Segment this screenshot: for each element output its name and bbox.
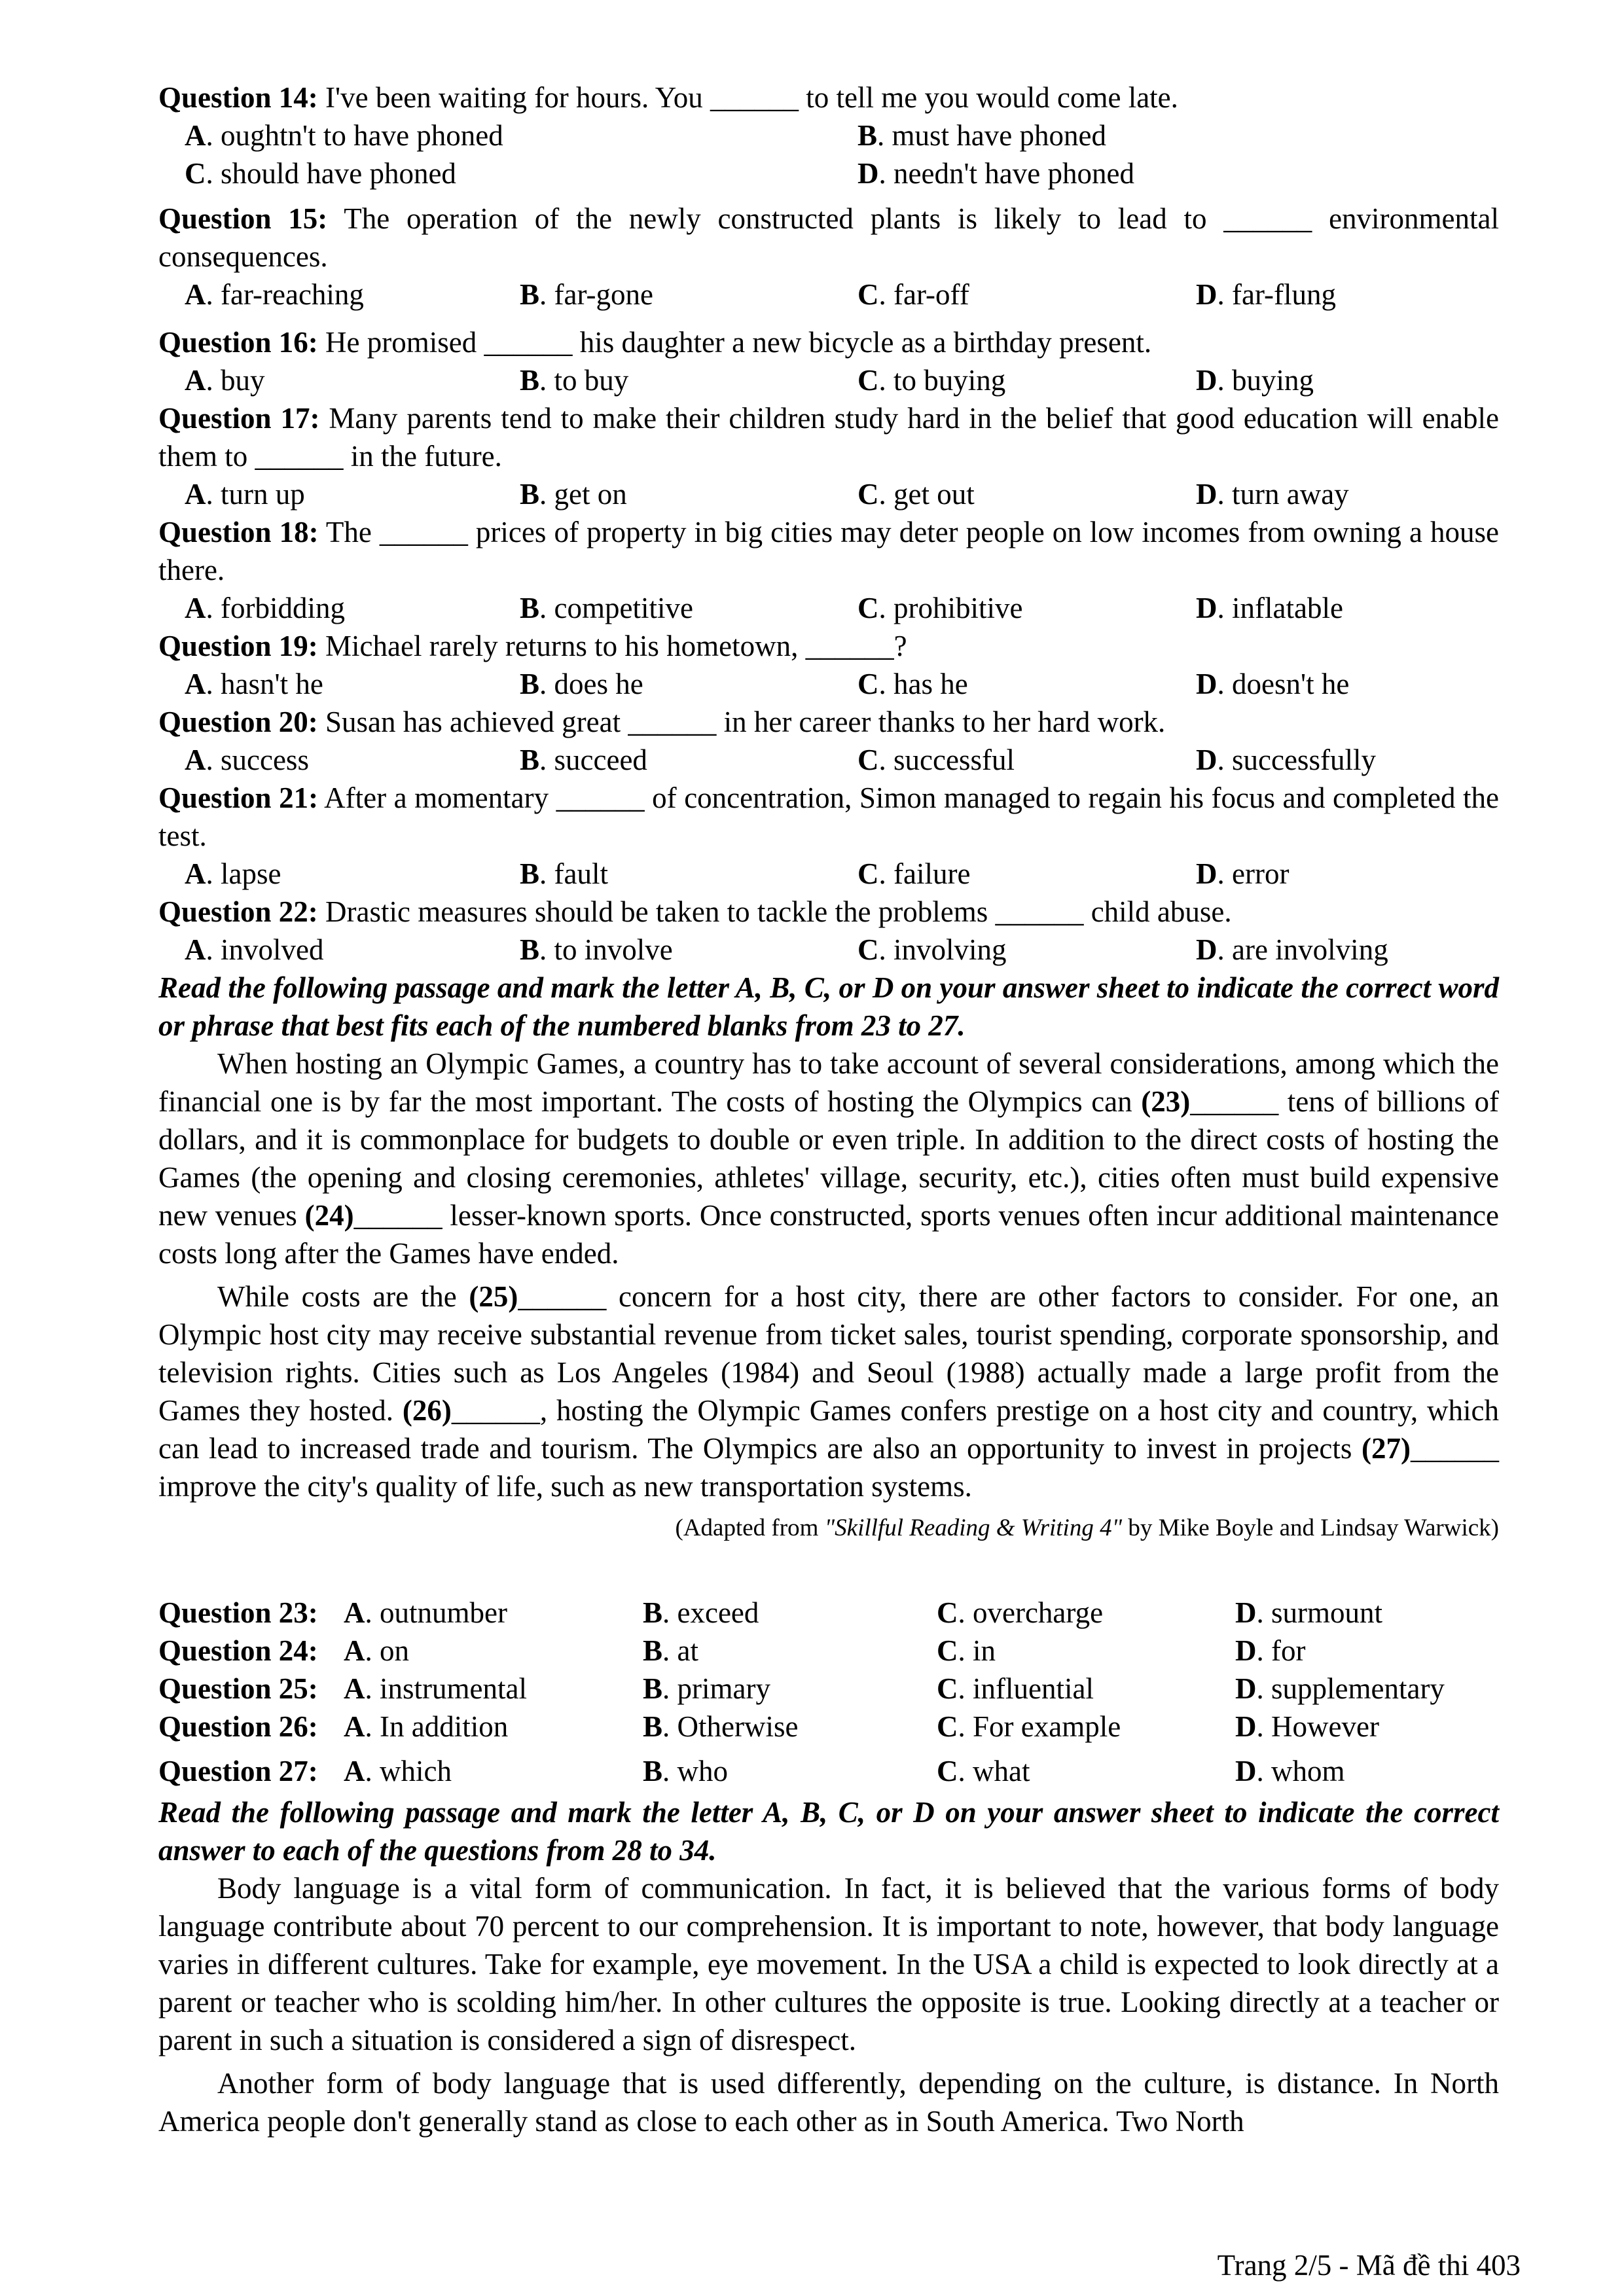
instruction-28-34: Read the following passage and mark the letter A, B, C, or D on your answer sheet to indicate the correct answer to each of the questions from 28 to 34. [158, 1796, 1499, 1867]
option-c[interactable]: C. prohibitive [857, 592, 1023, 624]
option-c[interactable]: C. should have phoned [185, 157, 456, 190]
option-b[interactable]: B. at [643, 1634, 698, 1667]
option-a[interactable]: A. In addition [344, 1710, 509, 1743]
option-b[interactable]: B. exceed [643, 1596, 759, 1629]
option-d[interactable]: D. whom [1235, 1755, 1345, 1787]
question-14 [158, 79, 1499, 192]
option-b[interactable]: B. succeed [520, 744, 647, 776]
option-c[interactable]: C. in [937, 1634, 996, 1667]
question-label: Question 18: [158, 516, 319, 548]
instruction-23-27: Read the following passage and mark the letter A, B, C, or D on your answer sheet to indicate the correct word or phrase that best fits each of the numbered blanks from 23 to 27. [158, 971, 1499, 1042]
option-a[interactable]: A. hasn't he [185, 668, 323, 700]
option-a[interactable]: A. outnumber [344, 1596, 507, 1629]
blank-24: (24) [304, 1199, 354, 1232]
option-d[interactable]: D. turn away [1196, 478, 1349, 511]
option-c[interactable]: C. For example [937, 1710, 1121, 1743]
question-text: Michael rarely returns to his hometown, ______? [317, 630, 907, 662]
option-a[interactable]: A. instrumental [344, 1672, 527, 1705]
blank-23: (23) [1141, 1085, 1191, 1118]
option-b[interactable]: B. get on [520, 478, 627, 511]
passage-body-language [158, 1869, 1499, 2140]
passage-paragraph-1: When hosting an Olympic Games, a country has to take account of several considerations, among which the financial one is by far the most important. The costs of hosting the Olympics can (23)______ tens of billions of dollars, and it is commonplace for budgets to double or even triple. In addition to the direct costs of hosting the Games (the opening and closing ceremonies, athletes' village, security, etc.), cities often must build expensive new venues (24)______ lesser-known sports. Once constructed, sports venues often incur additional maintenance costs long after the Games have ended. [158, 1047, 1499, 1270]
question-23: Question 23: A. outnumber B. exceed C. overcharge D. surmount [158, 1594, 1499, 1632]
option-a[interactable]: A. forbidding [185, 592, 345, 624]
option-b[interactable]: B. who [643, 1755, 729, 1787]
passage-paragraph-3: Body language is a vital form of communication. In fact, it is believed that the various forms of body language contribute about 70 percent to our comprehension. It is important to note, however, that body language varies in different cultures. Take for example, eye movement. In the USA a child is expected to look directly at a parent or teacher who is scolding him/her. In other cultures the opposite is true. Looking directly at a teacher or parent in such a situation is considered a sign of disrespect. [158, 1872, 1499, 2056]
option-d[interactable]: D. far-flung [1196, 278, 1337, 311]
option-a[interactable]: A. on [344, 1634, 409, 1667]
option-d[interactable]: D. successfully [1196, 744, 1376, 776]
option-a[interactable]: A. far-reaching [185, 278, 364, 311]
option-c[interactable]: C. failure [857, 857, 971, 890]
question-text: Drastic measures should be taken to tackle the problems ______ child abuse. [317, 895, 1232, 928]
question-label: Question 19: [158, 630, 318, 662]
question-label: Question 16: [158, 326, 318, 359]
option-c[interactable]: C. has he [857, 668, 968, 700]
option-a[interactable]: A. oughtn't to have phoned [185, 119, 503, 152]
option-c[interactable]: C. far-off [857, 278, 969, 311]
option-a[interactable]: A. lapse [185, 857, 281, 890]
option-a[interactable]: A. which [344, 1755, 452, 1787]
option-d[interactable]: D. for [1235, 1634, 1306, 1667]
option-b[interactable]: B. must have phoned [857, 119, 1106, 152]
question-label: Question 17: [158, 402, 320, 435]
blank-25: (25) [469, 1280, 518, 1313]
question-label: Question 21: [158, 781, 319, 814]
question-label: Question 22: [158, 895, 318, 928]
question-22 [158, 893, 1499, 969]
option-d[interactable]: D. inflatable [1196, 592, 1343, 624]
option-b[interactable]: B. primary [643, 1672, 770, 1705]
question-25: Question 25: A. instrumental B. primary C. influential D. supplementary [158, 1670, 1499, 1708]
option-c[interactable]: C. overcharge [937, 1596, 1104, 1629]
option-d[interactable]: D. error [1196, 857, 1290, 890]
option-c[interactable]: C. successful [857, 744, 1015, 776]
option-d[interactable]: D. surmount [1235, 1596, 1383, 1629]
option-d[interactable]: D. However [1235, 1710, 1379, 1743]
passage-paragraph-2: While costs are the (25)______ concern for a host city, there are other factors to consider. For one, an Olympic host city may receive substantial revenue from ticket sales, tourist spending, corporate sponsorship, and television rights. Cities such as Los Angeles (1984) and Seoul (1988) actually made a large profit from the Games they hosted. (26)______, hosting the Olympic Games confers prestige on a host city and country, which can lead to increased trade and tourism. The Olympics are also an opportunity to invest in projects (27)______ improve the city's quality of life, such as new transportation systems. [158, 1280, 1499, 1503]
page-footer: Trang 2/5 - Mã đề thi 403 [1217, 2249, 1521, 2282]
question-label: Question 20: [158, 706, 318, 738]
option-a[interactable]: A. success [185, 744, 309, 776]
question-text: The ______ prices of property in big cities may deter people on low incomes from owning a house there. [158, 516, 1500, 586]
question-24: Question 24: A. on B. at C. in D. for [158, 1632, 1499, 1670]
question-26: Question 26: A. In addition B. Otherwise C. For example D. However [158, 1708, 1499, 1746]
question-15 [158, 200, 1499, 314]
option-c[interactable]: C. influential [937, 1672, 1094, 1705]
option-a[interactable]: A. turn up [185, 478, 305, 511]
question-19 [158, 627, 1499, 703]
option-c[interactable]: C. involving [857, 933, 1007, 966]
option-b[interactable]: B. fault [520, 857, 608, 890]
option-d[interactable]: D. are involving [1196, 933, 1388, 966]
question-text: The operation of the newly constructed plants is likely to lead to ______ environmental consequences. [158, 202, 1499, 273]
question-27: Question 27: A. which B. who C. what D. whom [158, 1752, 1499, 1790]
blank-27: (27) [1362, 1432, 1411, 1465]
source-citation: (Adapted from "Skillful Reading & Writing 4" by Mike Boyle and Lindsay Warwick) [675, 1515, 1499, 1541]
question-text: Susan has achieved great ______ in her career thanks to her hard work. [317, 706, 1166, 738]
option-b[interactable]: B. Otherwise [643, 1710, 799, 1743]
option-a[interactable]: A. involved [185, 933, 324, 966]
question-text: I've been waiting for hours. You ______ to tell me you would come late. [317, 81, 1178, 114]
question-18 [158, 513, 1499, 627]
option-c[interactable]: C. to buying [857, 364, 1006, 397]
option-b[interactable]: B. does he [520, 668, 643, 700]
option-b[interactable]: B. to buy [520, 364, 629, 397]
question-text: After a momentary ______ of concentration, Simon managed to regain his focus and completed the test. [158, 781, 1499, 852]
option-d[interactable]: D. supplementary [1235, 1672, 1445, 1705]
passage-olympics [158, 1045, 1499, 1547]
option-d[interactable]: D. buying [1196, 364, 1314, 397]
option-a[interactable]: A. buy [185, 364, 265, 397]
option-c[interactable]: C. get out [857, 478, 975, 511]
question-text: Many parents tend to make their children study hard in the belief that good education will enable them to ______ in the future. [158, 402, 1499, 473]
question-16 [158, 323, 1499, 399]
option-b[interactable]: B. far-gone [520, 278, 654, 311]
question-20 [158, 703, 1499, 779]
option-b[interactable]: B. competitive [520, 592, 693, 624]
option-b[interactable]: B. to involve [520, 933, 673, 966]
option-c[interactable]: C. what [937, 1755, 1030, 1787]
option-d[interactable]: D. needn't have phoned [857, 157, 1134, 190]
question-label: Question 15: [158, 202, 328, 235]
blank-26: (26) [402, 1394, 452, 1427]
question-17 [158, 399, 1499, 513]
answer-rows-23-27 [158, 1594, 1499, 1790]
option-d[interactable]: D. doesn't he [1196, 668, 1350, 700]
passage-paragraph-4: Another form of body language that is used differently, depending on the culture, is distance. In North America people don't generally stand as close to each other as in South America. Two North [158, 2067, 1499, 2138]
question-text: He promised ______ his daughter a new bicycle as a birthday present. [317, 326, 1152, 359]
question-label: Question 14: [158, 81, 318, 114]
question-21 [158, 779, 1499, 893]
